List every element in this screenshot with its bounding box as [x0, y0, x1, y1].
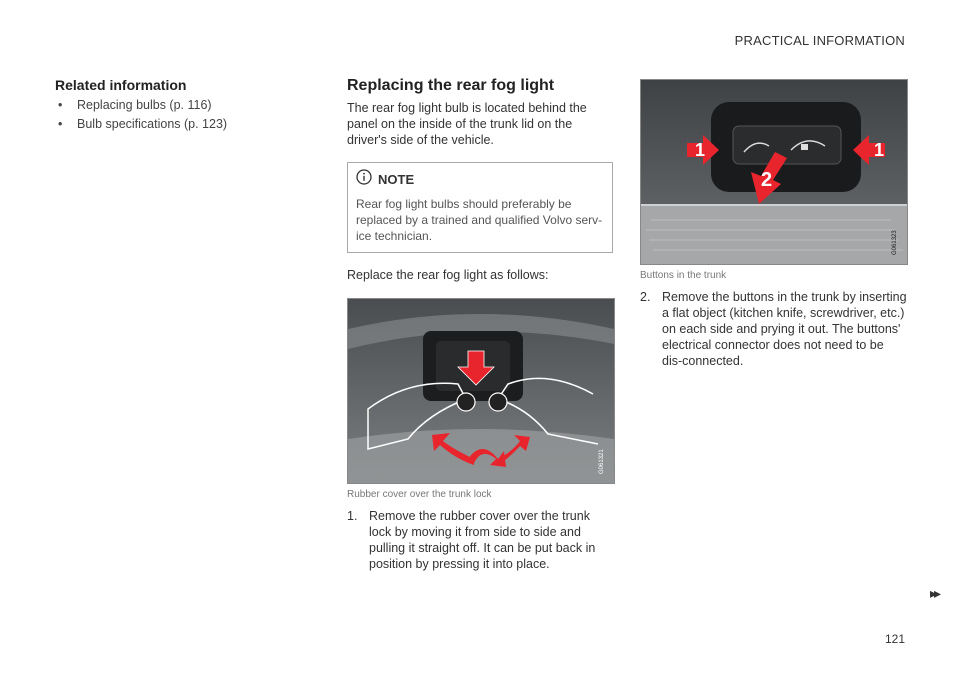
step-2	[640, 289, 907, 369]
trunk-buttons-illustration	[641, 80, 907, 264]
related-heading: Related information	[55, 77, 187, 93]
callout-2: 2	[761, 169, 773, 191]
callout-1-right: 1	[874, 140, 885, 160]
related-link-bulb-specifications[interactable]: • Bulb specifications (p. 123)	[55, 115, 305, 134]
note-title: NOTE	[378, 172, 415, 187]
info-icon	[356, 169, 372, 190]
figure2-caption: Buttons in the trunk	[640, 270, 727, 281]
step-2-number: 2.	[640, 290, 651, 304]
callout-1-left: 1	[695, 140, 706, 160]
page-number: 121	[884, 632, 905, 646]
rubber-cover-illustration	[348, 299, 614, 483]
step-2-text: Remove the buttons in the trunk by inserting a flat object (kitchen knife, screwdriver, etc.) on each side and prying it out. The buttons' electrical connector does not need to be dis-connected.	[662, 290, 907, 368]
note-box	[347, 162, 613, 253]
figure1-code: G061321	[599, 449, 605, 474]
related-list	[55, 96, 305, 134]
related-link-replacing-bulbs[interactable]: • Replacing bulbs (p. 116)	[55, 96, 305, 115]
figure2-code: G061323	[892, 230, 898, 255]
rubber-cover-figure	[347, 298, 615, 484]
section-header: PRACTICAL INFORMATION	[734, 33, 905, 48]
continue-arrows-icon[interactable]: ▸▸	[929, 585, 938, 601]
procedure-intro: Replace the rear fog light as follows:	[347, 268, 549, 282]
intro-paragraph: The rear fog light bulb is located behind the panel on the inside of the trunk lid on the driver's side of the vehicle.	[347, 101, 587, 147]
trunk-buttons-figure	[640, 79, 908, 265]
note-text: Rear fog light bulbs should preferably be replaced by a trained and qualified Volvo serv-ice technician.	[356, 197, 603, 243]
section-title: Replacing the rear fog light	[347, 77, 555, 94]
step-1	[347, 508, 613, 572]
main-column	[347, 76, 613, 572]
note-header	[356, 169, 604, 190]
step-1-number: 1.	[347, 509, 358, 523]
related-information	[55, 76, 305, 134]
right-column	[640, 79, 907, 369]
figure1-caption: Rubber cover over the trunk lock	[347, 489, 492, 500]
step-1-text: Remove the rubber cover over the trunk lock by moving it from side to side and pulling it straight off. It can be put back in position by pressing it into place.	[369, 509, 596, 571]
